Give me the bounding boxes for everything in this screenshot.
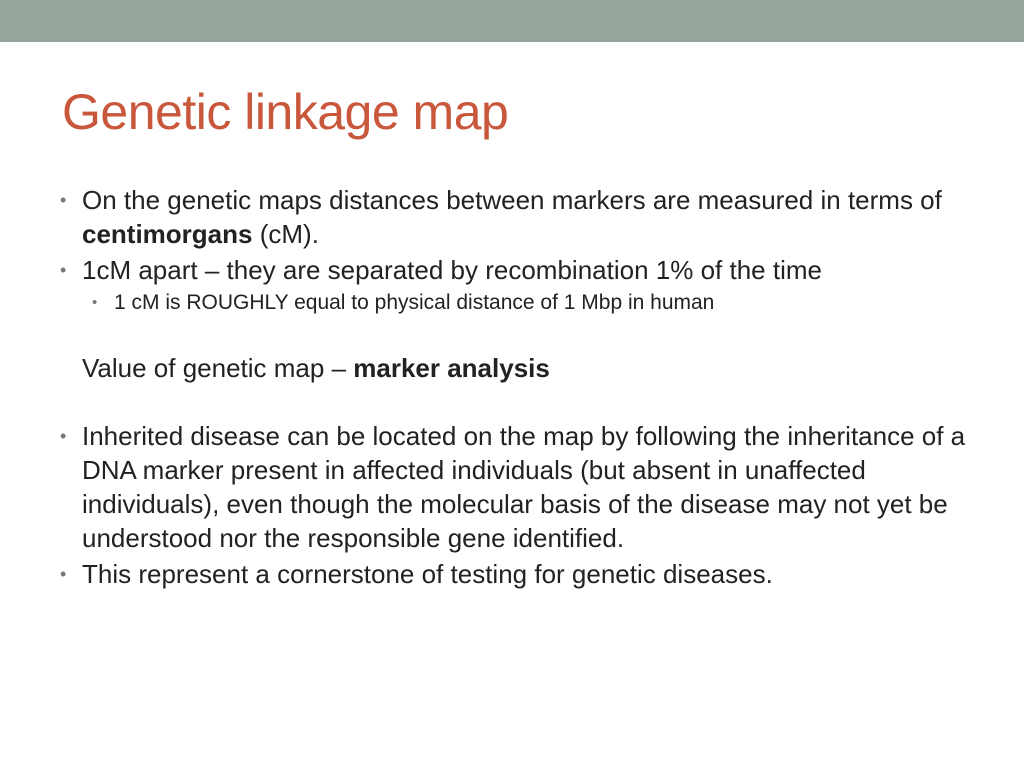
bullet-icon: • xyxy=(60,260,67,280)
paragraph-text: Value of genetic map – xyxy=(82,353,354,383)
slide-content xyxy=(60,183,980,591)
bullet-item-centimorgans xyxy=(60,183,980,251)
sub-bullet-item-physical-distance xyxy=(92,289,980,317)
bullet-item-inherited-disease xyxy=(60,419,980,555)
top-decorative-band xyxy=(0,0,1024,42)
paragraph-bold-text: marker analysis xyxy=(353,353,550,383)
bullet-icon: • xyxy=(60,426,67,446)
sub-bullet-icon: • xyxy=(92,294,98,311)
bullet-text: On the genetic maps distances between markers are measured in terms of xyxy=(82,185,942,215)
bullet-icon: • xyxy=(60,564,67,584)
bullet-bold-text: centimorgans xyxy=(82,219,253,249)
bullet-text: Inherited disease can be located on the map by following the inheritance of a DNA marker present in affected individuals (but absent in unaffected individuals), even though the molecular basis of the disease may not yet be understood nor the responsible gene identified. xyxy=(82,421,966,553)
bullet-item-recombination xyxy=(60,253,980,287)
sub-bullet-text: 1 cM is ROUGHLY equal to physical distance of 1 Mbp in human xyxy=(114,291,715,314)
bullet-text: This represent a cornerstone of testing for genetic diseases. xyxy=(82,559,773,589)
bullet-text: 1cM apart – they are separated by recombination 1% of the time xyxy=(82,255,822,285)
bullet-icon: • xyxy=(60,190,67,210)
slide-title: Genetic linkage map xyxy=(62,84,509,140)
bullet-item-cornerstone xyxy=(60,557,980,591)
bullet-text-end: (cM). xyxy=(252,219,319,249)
paragraph-marker-analysis xyxy=(60,351,980,385)
